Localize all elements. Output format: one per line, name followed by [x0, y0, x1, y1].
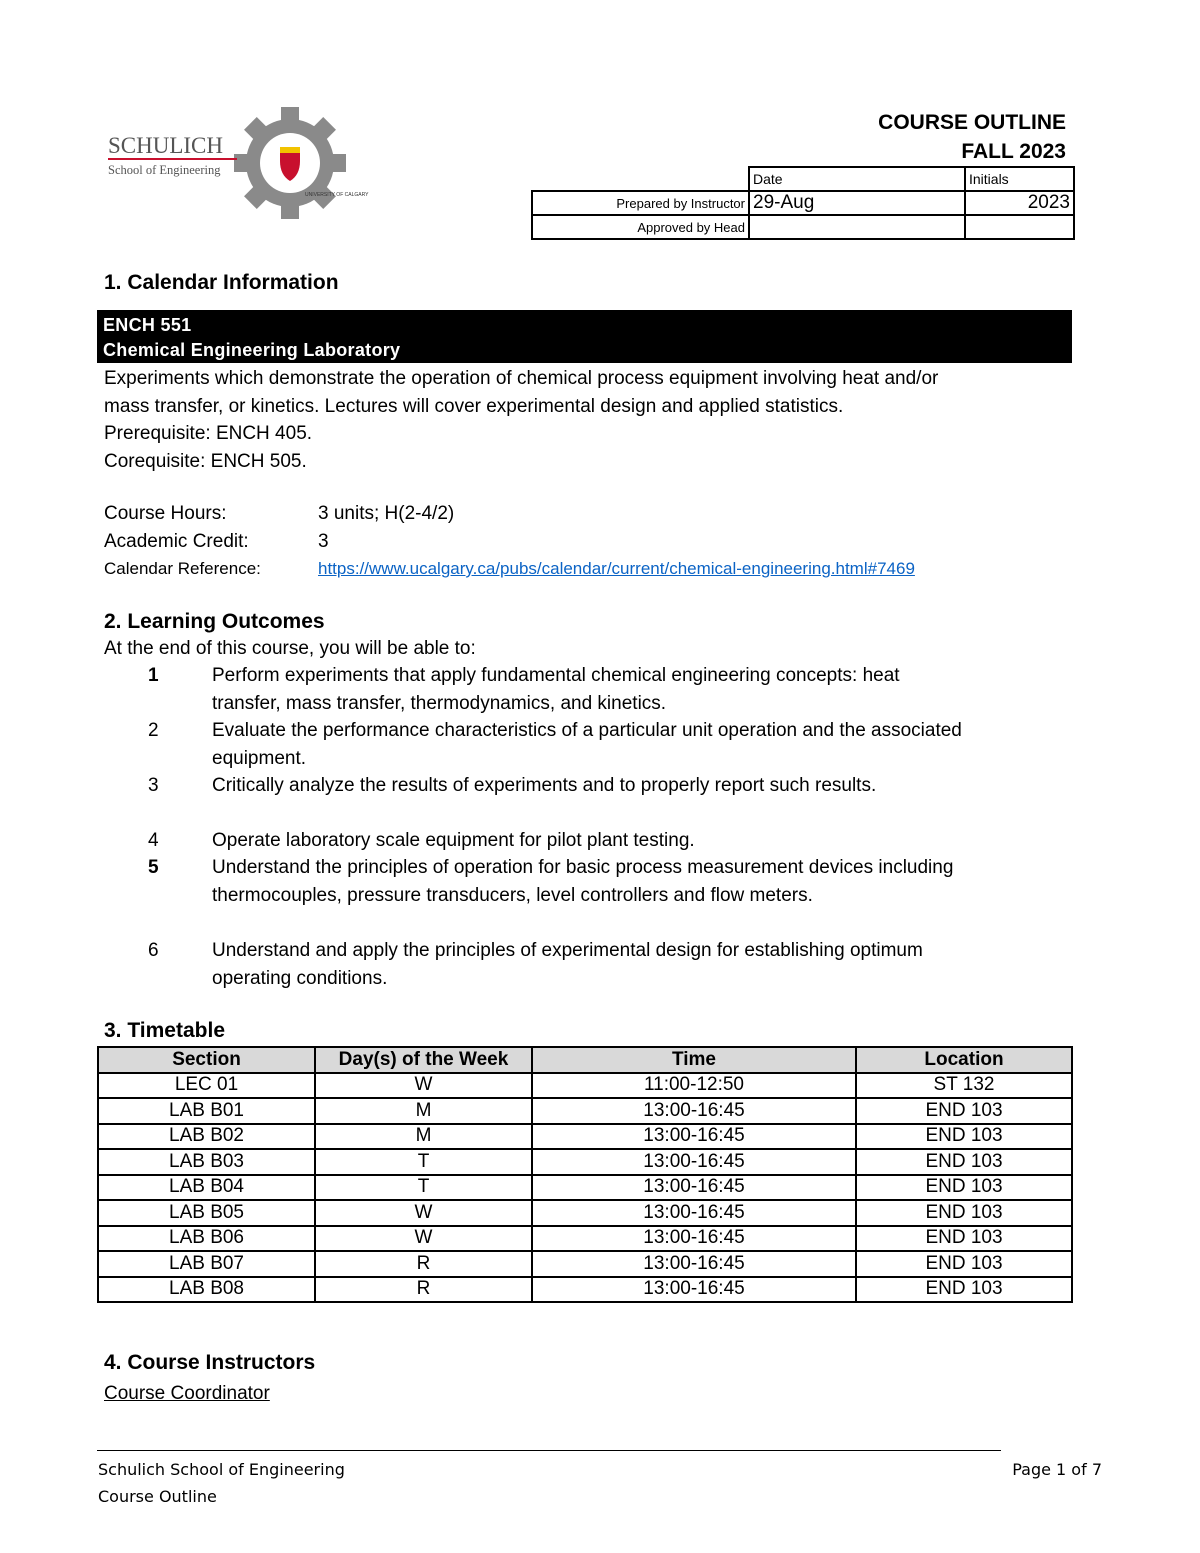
description-line: Experiments which demonstrate the operation of chemical process equipment involving heat and/or: [104, 368, 939, 389]
outcome-text: thermocouples, pressure transducers, level controllers and flow meters.: [212, 884, 813, 906]
outcome-text: Understand the principles of operation for basic process measurement devices including: [212, 857, 954, 878]
course-description: [104, 365, 938, 475]
timetable-heading: 3. Timetable: [104, 1019, 225, 1042]
table-row: [98, 1226, 1072, 1252]
prerequisite: Prerequisite: ENCH 405.: [104, 423, 313, 444]
term-title: FALL 2023: [961, 140, 1066, 163]
course-outline-title: COURSE OUTLINE: [878, 111, 1066, 134]
table-cell: LEC 01: [98, 1073, 315, 1099]
table-cell: LAB B05: [98, 1200, 315, 1226]
outcome-item: [104, 937, 1074, 992]
table-cell: R: [315, 1251, 532, 1277]
calendar-reference-row: [104, 558, 915, 580]
table-cell: END 103: [856, 1226, 1072, 1252]
table-cell: END 103: [856, 1098, 1072, 1124]
column-header: Section: [98, 1047, 315, 1073]
outcome-text: Critically analyze the results of experiments and to properly report such results.: [212, 775, 877, 796]
table-cell: END 103: [856, 1251, 1072, 1277]
table-cell: M: [315, 1098, 532, 1124]
initials-column-header: Initials: [965, 167, 1074, 191]
course-coordinator-label: Course Coordinator: [104, 1383, 270, 1404]
course-code: ENCH 551: [103, 315, 192, 335]
outcome-number: 3: [148, 775, 159, 796]
learning-outcomes-heading: 2. Learning Outcomes: [104, 610, 325, 633]
course-instructors-heading: 4. Course Instructors: [104, 1351, 316, 1374]
table-row: [98, 1098, 1072, 1124]
table-cell: LAB B07: [98, 1251, 315, 1277]
outcome-number: 4: [148, 830, 159, 851]
table-cell: END 103: [856, 1149, 1072, 1175]
table-cell: T: [315, 1175, 532, 1201]
table-cell: END 103: [856, 1175, 1072, 1201]
table-cell: ST 132: [856, 1073, 1072, 1099]
table-cell: 13:00-16:45: [532, 1200, 856, 1226]
footer-school: Schulich School of Engineering: [98, 1460, 345, 1479]
outcome-number: 2: [148, 720, 159, 741]
table-row: [98, 1251, 1072, 1277]
academic-credit-row: [104, 531, 329, 553]
table-cell: 13:00-16:45: [532, 1277, 856, 1303]
logo-university-text: UNIVERSITY OF CALGARY: [305, 192, 369, 198]
course-hours-row: [104, 503, 454, 525]
table-cell: R: [315, 1277, 532, 1303]
prepared-initials: 2023: [965, 191, 1074, 215]
logo-subtitle-text: School of Engineering: [108, 163, 221, 177]
outcome-text: operating conditions.: [212, 967, 388, 989]
timetable-table: [97, 1046, 1073, 1303]
outcome-number: 6: [148, 940, 159, 961]
table-cell: LAB B01: [98, 1098, 315, 1124]
outcome-number: 1: [148, 665, 159, 686]
date-column-header: Date: [749, 167, 965, 191]
table-cell: 13:00-16:45: [532, 1098, 856, 1124]
table-row: [98, 1149, 1072, 1175]
outcome-text: transfer, mass transfer, thermodynamics, and kinetics.: [212, 692, 667, 714]
table-cell: LAB B08: [98, 1277, 315, 1303]
schulich-logo: [105, 108, 369, 218]
approval-table: [531, 166, 1075, 240]
outcomes-intro: At the end of this course, you will be able to:: [104, 638, 476, 659]
footer-divider: [97, 1450, 1001, 1451]
outcome-text: Understand and apply the principles of experimental design for establishing optimum: [212, 940, 923, 961]
outcome-text: equipment.: [212, 747, 307, 769]
table-cell: W: [315, 1200, 532, 1226]
prepared-by-label: Prepared by Instructor: [532, 191, 749, 215]
outcome-text: Evaluate the performance characteristics of a particular unit operation and the associated: [212, 720, 962, 741]
approved-date: [749, 215, 965, 239]
logo-school-text: SCHULICH: [108, 133, 224, 158]
academic-credit-value: 3: [318, 531, 329, 552]
calendar-reference-link[interactable]: https://www.ucalgary.ca/pubs/calendar/current/chemical-engineering.html#7469: [318, 559, 915, 578]
table-cell: 13:00-16:45: [532, 1149, 856, 1175]
table-cell: LAB B04: [98, 1175, 315, 1201]
table-cell: W: [315, 1226, 532, 1252]
table-row: [98, 1175, 1072, 1201]
footer-page-number: Page 1 of 7: [1012, 1460, 1102, 1479]
table-row: [98, 1200, 1072, 1226]
course-hours-value: 3 units; H(2-4/2): [318, 503, 455, 524]
approved-by-label: Approved by Head: [532, 215, 749, 239]
table-row: [98, 1073, 1072, 1099]
course-hours-label: Course Hours:: [104, 503, 227, 524]
table-cell: 13:00-16:45: [532, 1124, 856, 1150]
table-cell: LAB B06: [98, 1226, 315, 1252]
outcome-item: [104, 827, 1074, 855]
prepared-date: 29-Aug: [749, 191, 965, 215]
footer-doc-type: Course Outline: [98, 1487, 217, 1506]
calendar-info-heading: 1. Calendar Information: [104, 271, 339, 294]
table-cell: T: [315, 1149, 532, 1175]
table-row: [98, 1277, 1072, 1303]
table-cell: 13:00-16:45: [532, 1226, 856, 1252]
course-title-bar: [97, 310, 1072, 363]
outcome-number: 5: [148, 857, 159, 878]
academic-credit-label: Academic Credit:: [104, 531, 249, 552]
outcome-text: Perform experiments that apply fundamental chemical engineering concepts: heat: [212, 665, 900, 686]
table-row: [98, 1124, 1072, 1150]
table-cell: W: [315, 1073, 532, 1099]
column-header: Location: [856, 1047, 1072, 1073]
outcome-item: [104, 772, 1074, 800]
table-cell: END 103: [856, 1124, 1072, 1150]
description-line: mass transfer, or kinetics. Lectures will cover experimental design and applied statistics.: [104, 395, 844, 417]
table-cell: END 103: [856, 1200, 1072, 1226]
column-header: Day(s) of the Week: [315, 1047, 532, 1073]
approved-initials: [965, 215, 1074, 239]
calendar-reference-label: Calendar Reference:: [104, 559, 261, 578]
corequisite: Corequisite: ENCH 505.: [104, 450, 307, 472]
table-cell: END 103: [856, 1277, 1072, 1303]
outcome-text: Operate laboratory scale equipment for pilot plant testing.: [212, 830, 695, 851]
table-cell: 11:00-12:50: [532, 1073, 856, 1099]
outcome-item: [104, 662, 1074, 717]
course-name: Chemical Engineering Laboratory: [103, 340, 401, 360]
column-header: Time: [532, 1047, 856, 1073]
table-cell: LAB B02: [98, 1124, 315, 1150]
outcome-item: [104, 854, 1074, 909]
table-cell: 13:00-16:45: [532, 1251, 856, 1277]
table-cell: 13:00-16:45: [532, 1175, 856, 1201]
table-cell: M: [315, 1124, 532, 1150]
outcome-item: [104, 717, 1074, 772]
table-cell: LAB B03: [98, 1149, 315, 1175]
